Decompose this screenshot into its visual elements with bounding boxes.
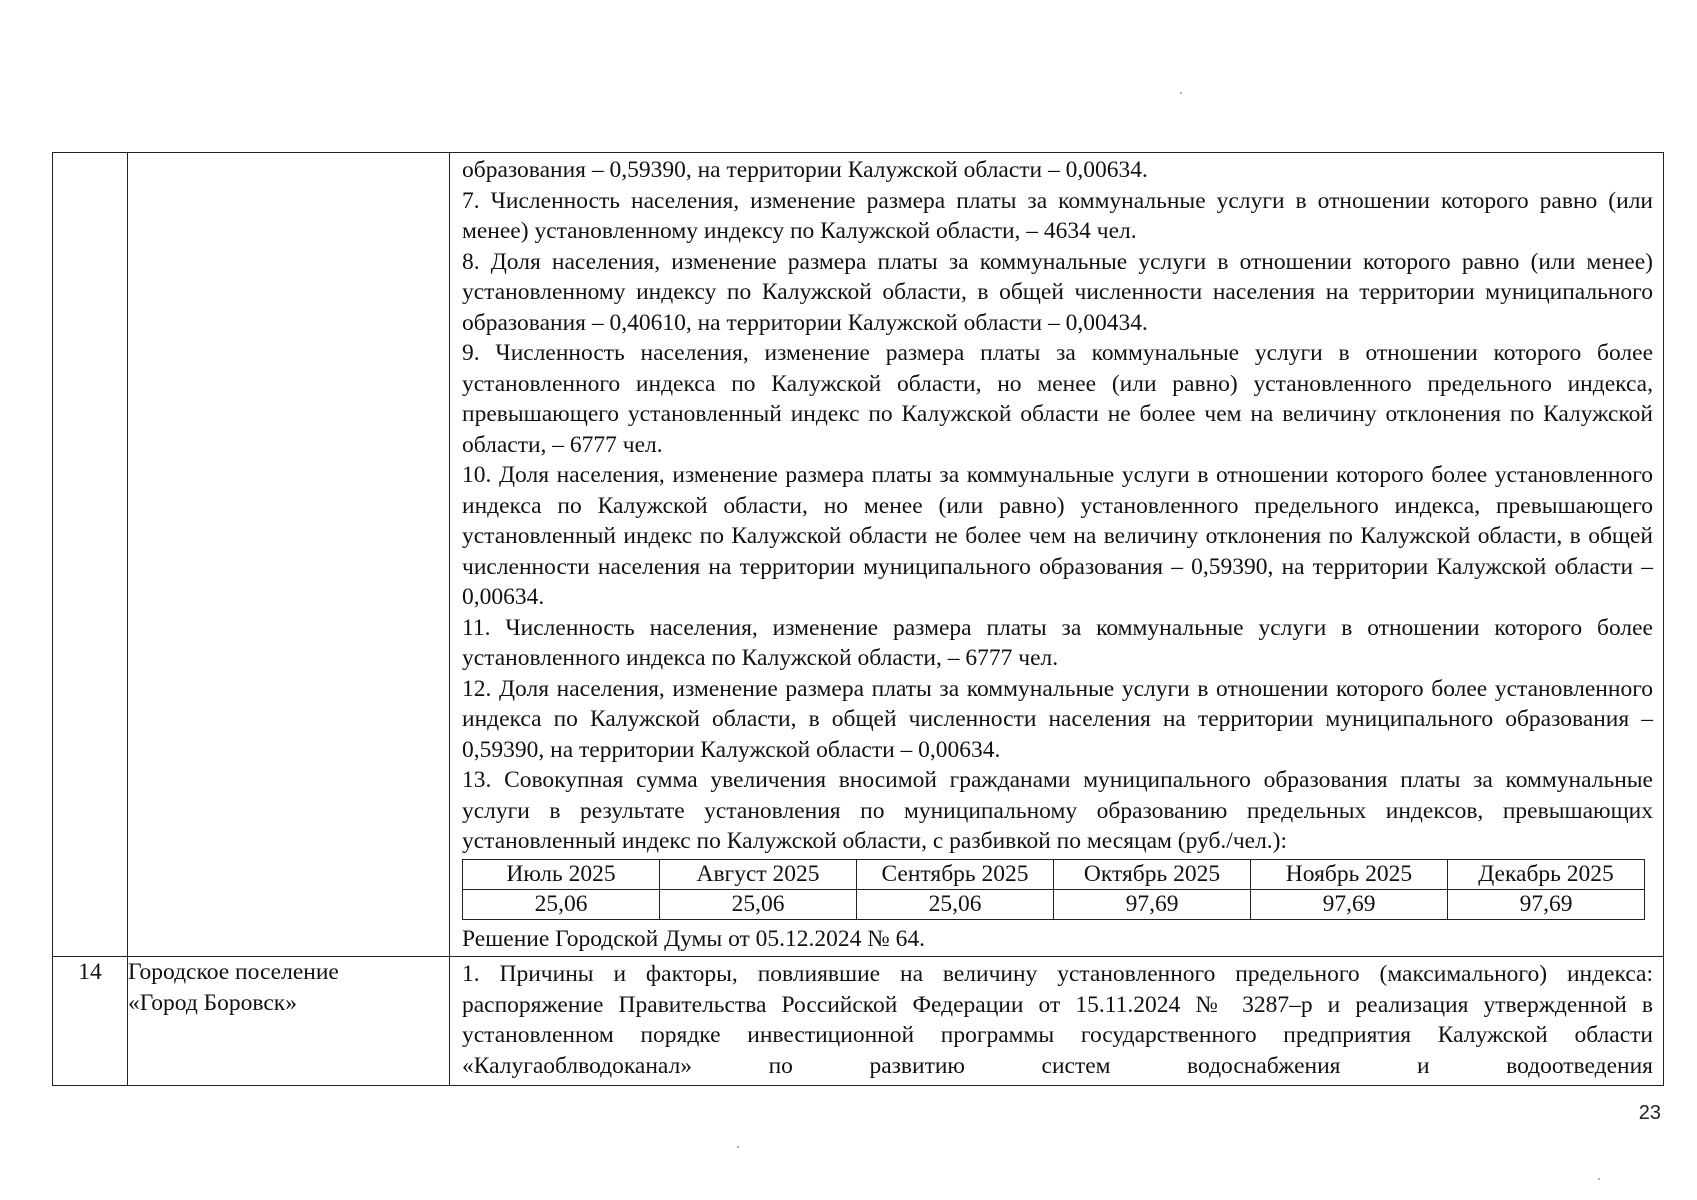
municipality-name [128,957,450,1086]
decision-reference: Решение Городской Думы от 05.12.2024 № 64. [462,925,925,952]
month-header: Ноябрь 2025 [1251,859,1448,889]
paragraph-8: 8. Доля населения, изменение размера платы за коммунальные услуги в отношении которого равно (или менее) установленному индексу по Калужской области, в общей численности населения на территории муниципального образования – 0,40610, на территории Калужской области – 0,00434. [462,248,1653,336]
month-value: 97,69 [1054,889,1251,919]
table-row-13-continuation [53,153,1664,957]
row-14-paragraph-1: 1. Причины и факторы, повлиявшие на величину установленного предельного (максимального) индекса: распоряжение Правительства Российской Федерации от 15.11.2024 № 3287–р и реализация утвержденной в установленном порядке инвестиционной программы государственного предприятия Калужской области «Калугаоблводоканал» по развитию систем водоснабжения и водоотведения [462,961,1653,1079]
months-value-row [463,889,1645,919]
row-content-cell [450,153,1664,957]
paragraph-9: 9. Численность населения, изменение размера платы за коммунальные услуги в отношении которого более установленного индекса по Калужской области, но менее (или равно) установленного предельного индекса, превышающего установленный индекс по Калужской области не более чем на величину отклонения по Калужской области, – 6777 чел. [462,340,1653,458]
month-header: Сентябрь 2025 [857,859,1054,889]
month-header: Октябрь 2025 [1054,859,1251,889]
paragraph-13: 13. Совокупная сумма увеличения вносимой гражданами муниципального образования платы за коммунальные услуги в результате установления по муниципальному образованию предельных индексов, превышающих установленный индекс по Калужской области, с разбивкой по месяцам (руб./чел.): [462,767,1653,854]
row-number-cell-empty [53,153,128,957]
scan-speck [737,1146,739,1148]
page-number: 23 [1638,1102,1661,1124]
monthly-amounts-table [462,859,1645,920]
month-value: 25,06 [463,889,660,919]
month-value: 97,69 [1448,889,1645,919]
municipality-name-line1: Городское поселение [128,959,339,985]
paragraph-11: 11. Численность населения, изменение размера платы за коммунальные услуги в отношении которого более установленного индекса по Калужской области, – 6777 чел. [462,614,1653,671]
paragraph-7: 7. Численность населения, изменение размера платы за коммунальные услуги в отношении которого равно (или менее) установленному индексу по Калужской области, – 4634 чел. [462,187,1653,244]
row-number: 14 [53,957,128,1086]
paragraph-12: 12. Доля населения, изменение размера платы за коммунальные услуги в отношении которого более установленного индекса по Калужской области, в общей численности населения на территории муниципального образования – 0,59390, на территории Калужской области – 0,00634. [462,675,1653,763]
month-header: Июль 2025 [463,859,660,889]
months-header-row [463,859,1645,889]
scan-speck [1180,92,1182,94]
month-header: Август 2025 [660,859,857,889]
scan-speck [1598,1178,1600,1180]
table-row-14 [53,957,1664,1086]
month-header: Декабрь 2025 [1448,859,1645,889]
month-value: 25,06 [660,889,857,919]
paragraph-10: 10. Доля населения, изменение размера платы за коммунальные услуги в отношении которого более установленного индекса по Калужской области, но менее (или равно) установленного предельного индекса, превышающего установленный индекс по Калужской области не более чем на величину отклонения по Калужской области, в общей численности населения на территории муниципального образования – 0,59390, на территории Калужской области – 0,00634. [462,462,1653,610]
row-name-cell-empty [128,153,450,957]
indices-table [52,152,1664,1086]
month-value: 97,69 [1251,889,1448,919]
month-value: 25,06 [857,889,1054,919]
paragraph-continuation: образования – 0,59390, на территории Калужской области – 0,00634. [462,157,1148,183]
row-14-content-cell [450,957,1664,1086]
municipality-name-line2: «Город Боровск» [128,989,297,1016]
